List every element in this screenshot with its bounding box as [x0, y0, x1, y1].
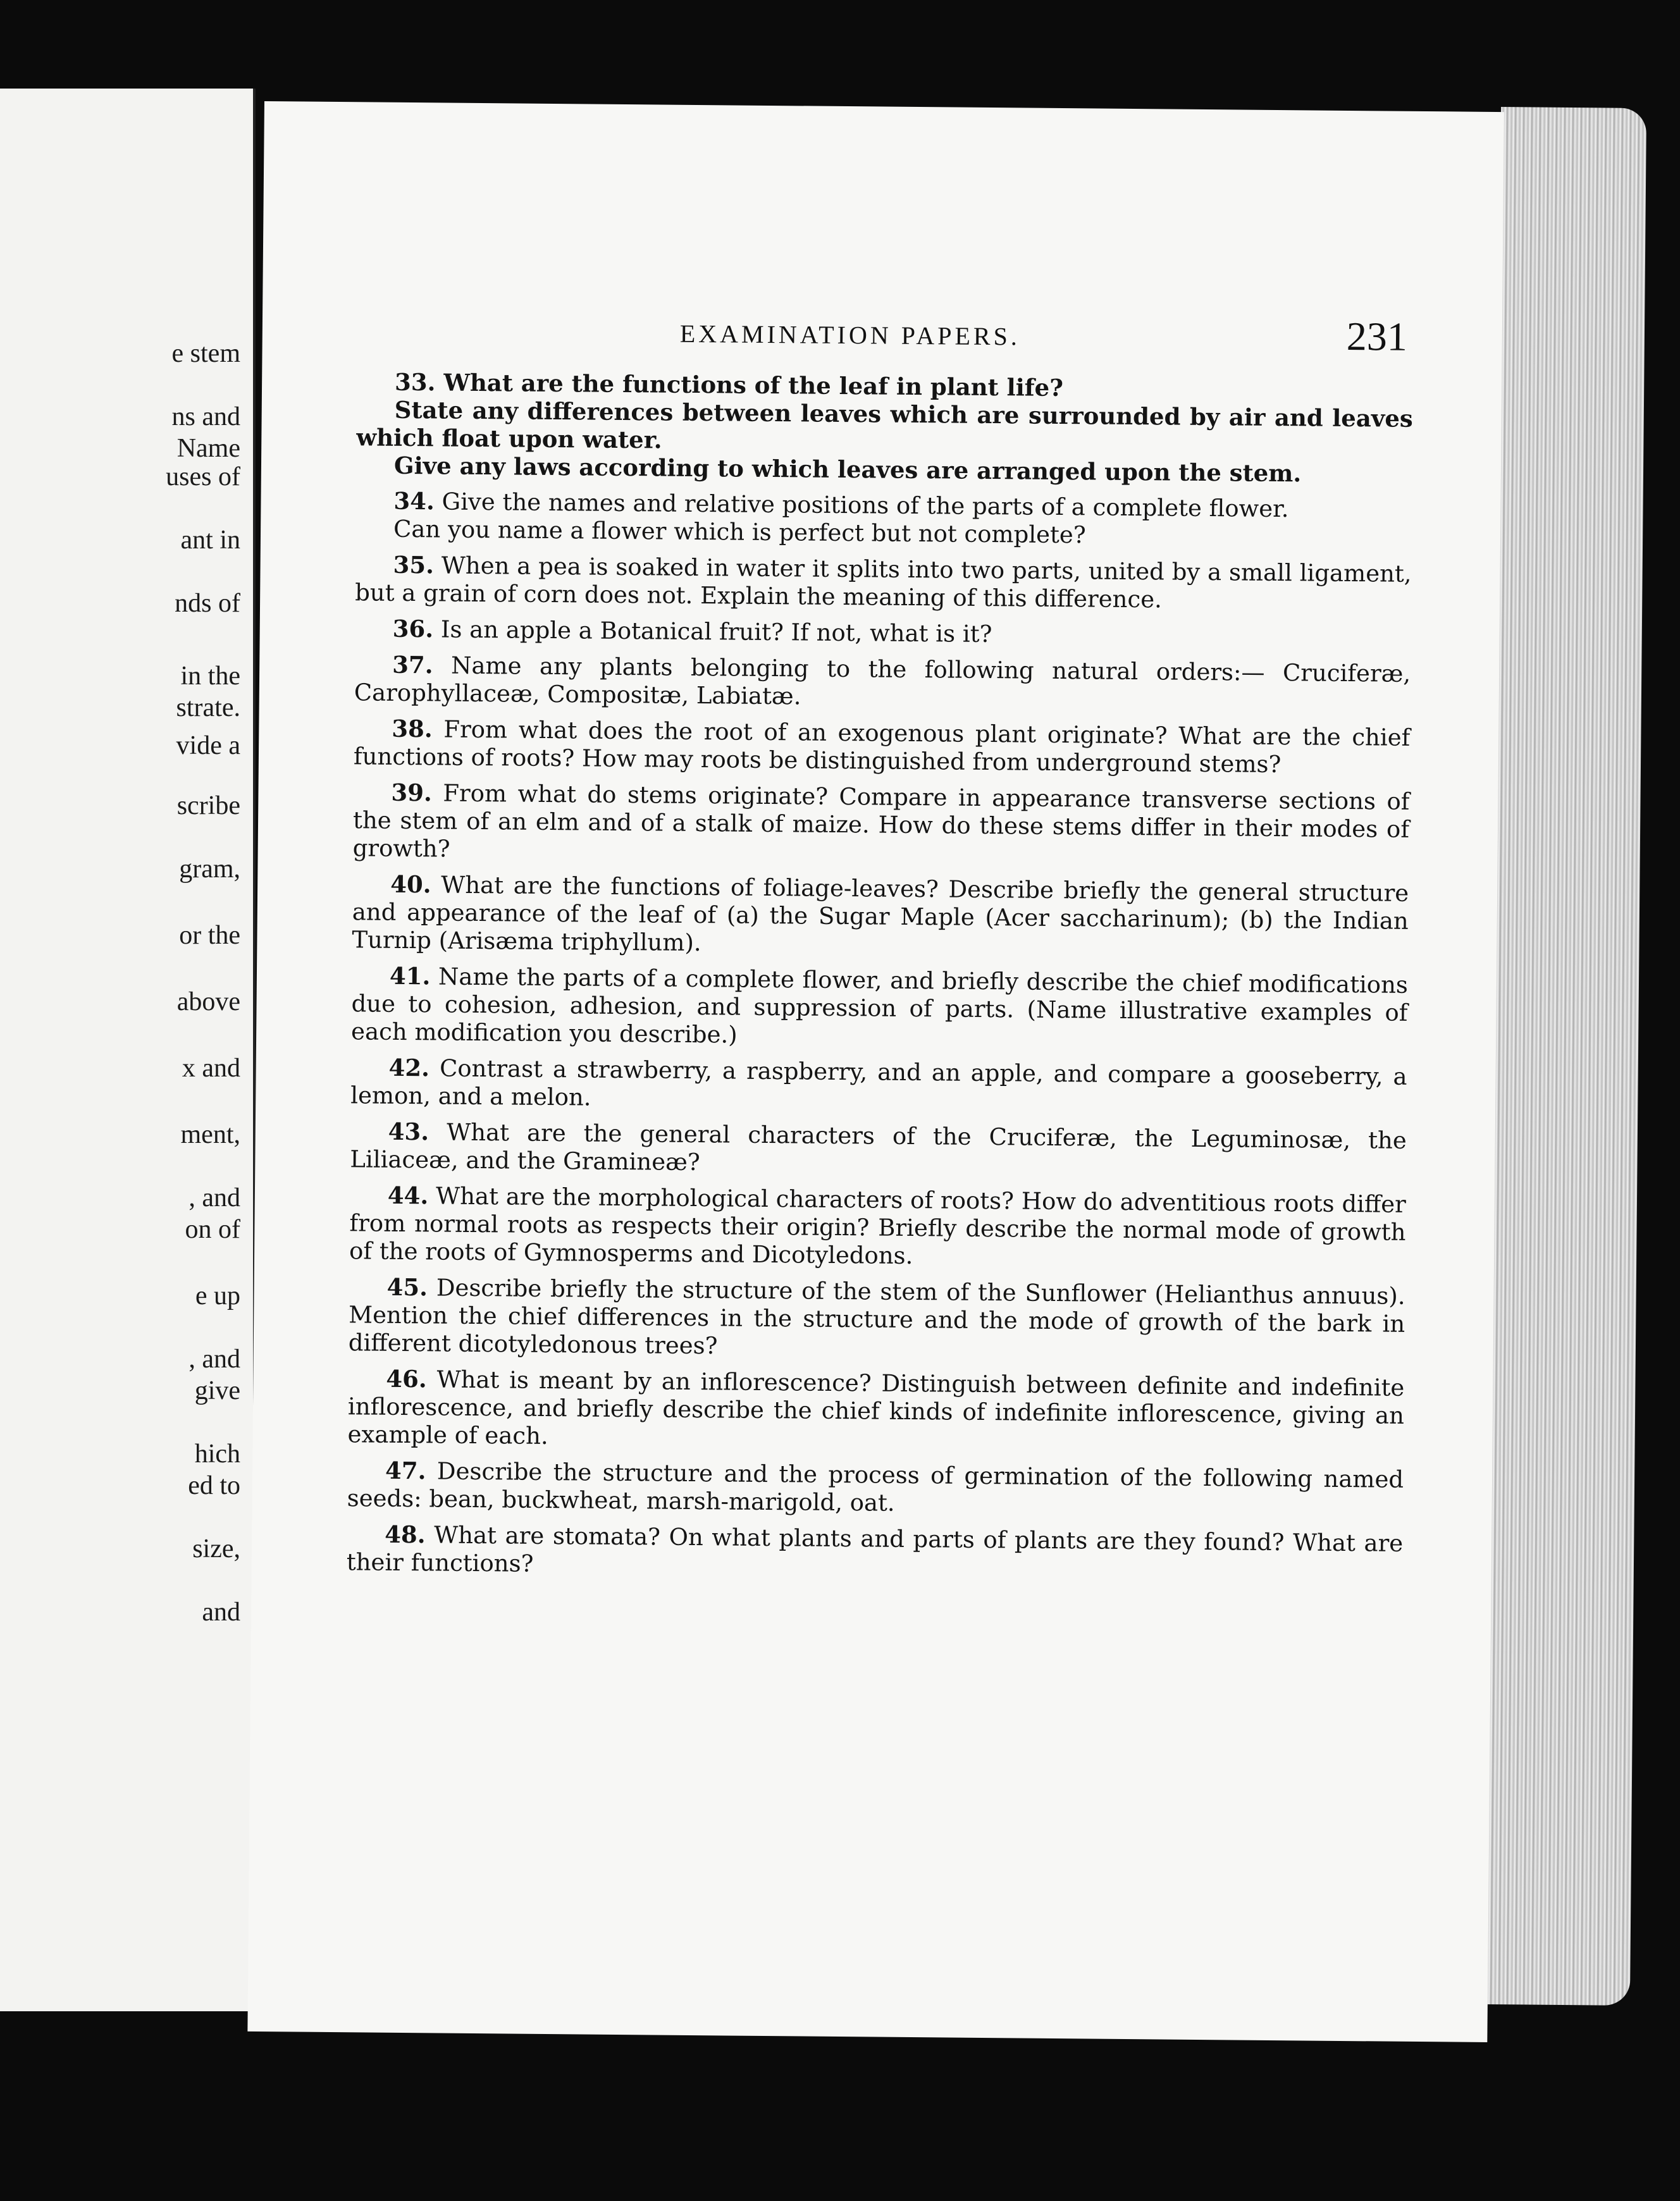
question-text: Name any plants belonging to the following natural orders:— Cruciferæ, Carophyllaceæ, Compositæ, Labiatæ.: [354, 651, 1411, 710]
question-number: 41.: [389, 961, 431, 990]
question-paragraph: [351, 961, 1408, 1055]
question-number: 40.: [390, 870, 431, 899]
left-page-text-fragment: vide a: [176, 731, 240, 760]
left-page-text-fragment: give: [194, 1376, 240, 1405]
question-item: [355, 550, 1412, 616]
question-text: What are the functions of foliage-leaves? Describe briefly the general structure and appearance of the leaf of (a) the Sugar Maple (Acer saccharinum); (b) the Indian Turnip (Arisæma triphyllum).: [352, 871, 1409, 957]
question-item: [356, 367, 1413, 488]
question-number: 48.: [385, 1520, 426, 1549]
question-paragraph: [352, 870, 1409, 963]
question-text: What are the functions of the leaf in plant life?: [443, 368, 1064, 402]
left-page-text-fragment: , and: [188, 1183, 240, 1212]
question-text: Give any laws according to which leaves are arranged upon the stem.: [393, 451, 1302, 488]
question-text: Can you name a flower which is perfect but not complete?: [393, 515, 1086, 549]
question-item: [353, 778, 1410, 872]
question-paragraph: [347, 1364, 1404, 1458]
left-page-text-fragment: ment,: [180, 1120, 240, 1149]
question-paragraph: [354, 650, 1411, 716]
left-page-text-fragment: uses of: [166, 462, 240, 491]
left-page-text-fragment: in the: [180, 662, 240, 691]
page-edges: [1485, 107, 1646, 2006]
left-page-text-fragment: x and: [182, 1054, 240, 1083]
left-page-text-fragment: ed to: [188, 1471, 240, 1500]
question-text: Describe the structure and the process of germination of the following named seeds: bean, buckwheat, marsh-marigold, oat.: [347, 1457, 1404, 1517]
left-page-text-fragment: strate.: [176, 693, 240, 722]
left-page-text-fragment: scribe: [176, 791, 240, 820]
question-paragraph: [354, 714, 1411, 780]
question-text: Is an apple a Botanical fruit? If not, what is it?: [440, 615, 992, 648]
question-item: [352, 870, 1409, 963]
question-text: State any differences between leaves which are surrounded by air and leaves which float upon water.: [356, 395, 1413, 454]
question-item: [354, 650, 1411, 716]
question-item: [347, 1364, 1404, 1458]
question-paragraph: [355, 550, 1412, 616]
question-item: [347, 1456, 1404, 1522]
left-page-text-fragment: hich: [194, 1440, 240, 1469]
left-page-text-fragment: and: [202, 1598, 240, 1627]
question-paragraph: [349, 1181, 1406, 1274]
question-item: [350, 1053, 1407, 1119]
question-number: 46.: [386, 1364, 427, 1393]
question-number: 36.: [392, 614, 434, 643]
left-page-text-fragment: e up: [195, 1281, 240, 1310]
running-header: [376, 305, 1414, 364]
question-item: [347, 1520, 1404, 1586]
question-paragraph: [353, 778, 1410, 872]
left-page-text-fragment: ns and: [171, 402, 240, 431]
question-paragraph: [350, 1117, 1407, 1183]
left-page-fragment: [0, 89, 256, 2011]
question-number: 38.: [392, 714, 433, 743]
left-page-text-fragment: gram,: [179, 854, 240, 884]
question-number: 33.: [394, 367, 436, 397]
left-page-text-fragment: ant in: [180, 526, 240, 555]
question-number: 43.: [388, 1117, 429, 1146]
question-paragraph: [350, 1053, 1407, 1119]
left-page-text-fragment: e stem: [171, 339, 240, 368]
question-item: [349, 1181, 1406, 1274]
question-item: [350, 1117, 1407, 1183]
question-text: From what does the root of an exogenous plant originate? What are the chief functions of roots? How may roots be distinguished from underground stems?: [353, 715, 1411, 779]
question-number: 44.: [387, 1181, 429, 1210]
question-text: When a pea is soaked in water it splits into two parts, united by a small ligament, but a grain of corn does not. Explain the meaning of this difference.: [355, 552, 1412, 613]
question-paragraph: [347, 1520, 1404, 1586]
left-page-text-fragment: on of: [185, 1215, 240, 1244]
question-text: Contrast a strawberry, a raspberry, and an apple, and compare a gooseberry, a lemon, and a melon.: [350, 1054, 1407, 1111]
question-number: 35.: [393, 550, 435, 579]
question-text: Describe briefly the structure of the stem of the Sunflower (Helianthus annuus). Mention the chief differences in the structure and the mode of growth of the bark in different dicotyledonous trees?: [348, 1274, 1405, 1360]
left-page-text-fragment: nds of: [175, 589, 240, 618]
left-page-text-fragment: , and: [188, 1345, 240, 1374]
question-number: 47.: [385, 1456, 426, 1485]
question-number: 34.: [393, 486, 435, 515]
question-item: [355, 614, 1411, 652]
question-number: 39.: [391, 778, 433, 807]
question-paragraph: [355, 614, 1411, 652]
question-number: 37.: [392, 650, 433, 679]
question-text: What are stomata? On what plants and parts of plants are they found? What are their functions?: [346, 1521, 1404, 1577]
question-text: What are the morphological characters of roots? How do adventitious roots differ from normal roots as respects their origin? Briefly describe the normal mode of growth of the roots of Gymnosperms and Dicotyledons.: [349, 1182, 1407, 1270]
book-page: [247, 101, 1504, 2042]
left-page-text-fragment: Name: [176, 434, 240, 463]
question-item: [355, 486, 1412, 552]
question-item: [349, 1273, 1405, 1366]
question-text: From what do stems originate? Compare in appearance transverse sections of the stem of an elm and of a stalk of maize. How do these stems differ in their modes of growth?: [352, 779, 1410, 863]
question-number: 42.: [388, 1053, 430, 1082]
question-item: [351, 961, 1408, 1055]
question-paragraph: [347, 1456, 1404, 1522]
question-item: [354, 714, 1411, 780]
left-page-text-fragment: above: [176, 987, 240, 1016]
page-number: 231: [1346, 313, 1408, 359]
question-text: What are the general characters of the Cruciferæ, the Leguminosæ, the Liliaceæ, and the Gramineæ?: [350, 1118, 1407, 1176]
left-page-text-fragment: or the: [179, 921, 240, 950]
question-text: Give the names and relative positions of the parts of a complete flower.: [442, 488, 1289, 523]
question-text: What is meant by an inflorescence? Distinguish between definite and indefinite inflorescence, and briefly describe the chief kinds of indefinite inflorescence, giving an example of each.: [347, 1366, 1405, 1450]
question-number: 45.: [386, 1273, 428, 1302]
question-paragraph: [349, 1273, 1405, 1366]
running-title: EXAMINATION PAPERS.: [679, 319, 1021, 351]
question-paragraph: [356, 395, 1413, 460]
left-page-text-fragment: size,: [192, 1534, 240, 1563]
question-list: [347, 367, 1414, 1593]
question-text: Name the parts of a complete flower, and briefly describe the chief modifications due to cohesion, adhesion, and suppression of parts. (Name illustrative examples of each modification you describe.): [350, 963, 1409, 1049]
